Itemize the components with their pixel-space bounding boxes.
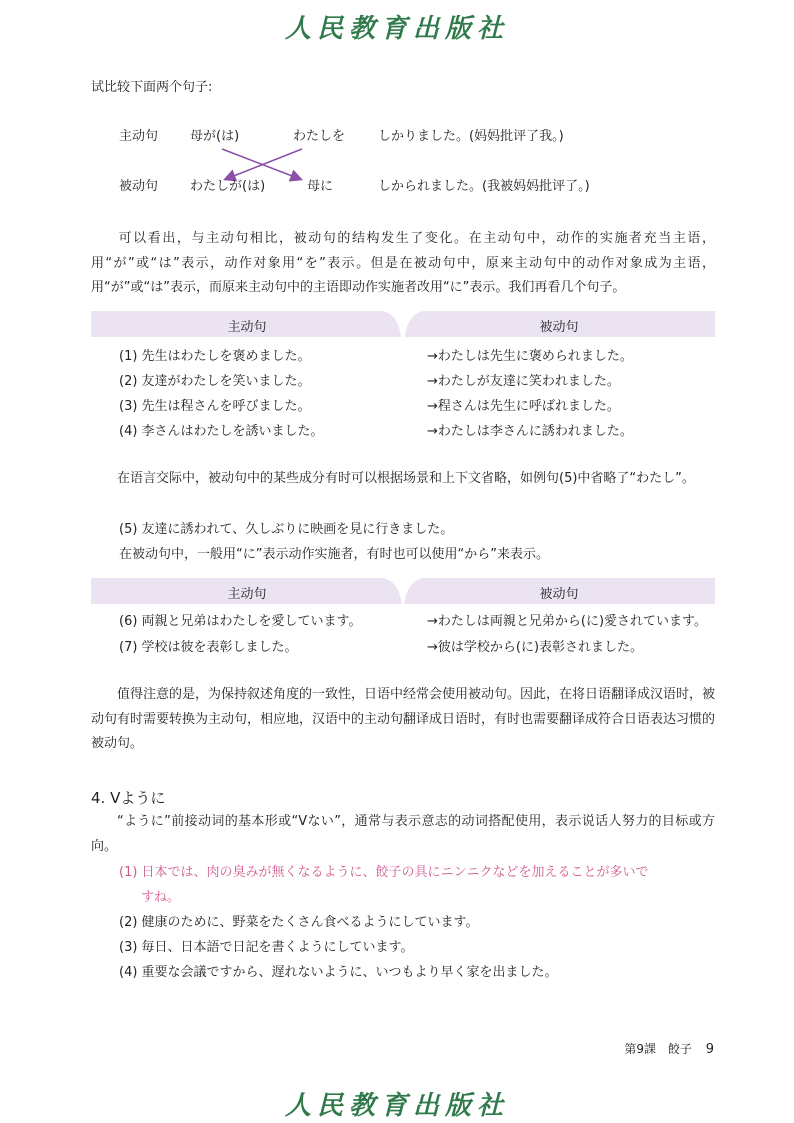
active-label: 主动句 [119,129,159,144]
table2-row1-left: (6) 両親と兄弟はわたしを愛しています。 [119,614,362,629]
table1-header [91,311,715,337]
table1-row3-right: →程さんは先生に呼ばれました。 [427,399,620,414]
page-number: 9 [705,1042,714,1057]
table2-header-active: 主动句 [227,587,267,602]
table1-row4-right: →わたしは李さんに誘われました。 [427,424,633,439]
example-1-line1: (1) 日本では、肉の臭みが無くなるように、餃子の具にニンニクなどを加えることが多いで [119,865,649,880]
publisher-logo-top: 人民教育出版社 [284,14,509,44]
footer-title: 餃子 [667,1042,692,1056]
table1-row3-left: (3) 先生は程さんを呼びました。 [119,399,311,414]
active-object: わたしを [293,129,346,144]
table1-row2-right: →わたしが友達に笑われました。 [427,374,620,389]
table2-row1-right: →わたしは両親と兄弟から(に)愛されています。 [427,614,707,629]
table1-row1-left: (1) 先生はわたしを褒めました。 [119,349,311,364]
table1-header-active: 主动句 [227,320,267,335]
example-2: (2) 健康のために、野菜をたくさん食べるようにしています。 [119,915,479,930]
paragraph-kara: 在被动句中，一般用“に”表示动作实施者，有时也可以使用“から”来表示。 [119,547,549,562]
passive-subject: わたしが(は) [190,179,266,194]
page-footer [624,1040,714,1057]
table2-header-passive: 被动句 [539,587,579,602]
table2-row2-right: →彼は学校から(に)表彰されました。 [427,640,644,655]
paragraph-omission-text: 在语言交际中，被动句中的某些成分有时可以根据场景和上下文省略，如例句(5)中省略了“わたし”。 [117,471,695,486]
example-3: (3) 毎日、日本語で日記を書くようにしています。 [119,940,414,955]
passive-verb: しかられました。(我被妈妈批评了。) [378,179,590,194]
active-verb: しかりました。(妈妈批评了我。) [378,129,564,144]
table1-header-passive: 被动句 [539,320,579,335]
example-4: (4) 重要な会議ですから、遅れないように、いつもより早く家を出ました。 [119,965,558,980]
publisher-logo-bottom: 人民教育出版社 [284,1091,509,1121]
section-4-title: 4. Vように [91,789,166,807]
arrow-object-to-subject [226,149,302,179]
example-1-line2: すね。 [141,890,181,905]
table1-row1-right: →わたしは先生に褒められました。 [427,349,633,364]
table2-header [91,578,715,604]
intro-text: 试比较下面两个句子: [91,80,213,95]
paragraph-structure-text: 可以看出，与主动句相比，被动句的结构发生了变化。在主动句中，动作的实施者充当主语，用“が”或“は”表示，动作对象用“を”表示。但是在被动句中，原来主动句中的动作对象成为主语，用“が”或“は”表示，而原来主动句中的主语即动作实施者改用“に”表示。我们再看几个句子。 [91,231,715,295]
passive-label: 被动句 [119,179,159,194]
section-4-desc [91,810,715,859]
arrow-subject-to-agent [222,149,300,179]
passive-agent: 母に [307,179,334,194]
paragraph-translation-text: 值得注意的是，为保持叙述角度的一致性，日语中经常会使用被动句。因此，在将日语翻译成汉语时，被动句有时需要转换为主动句，相应地，汉语中的主动句翻译成日语时，有时也需要翻译成符合日语表达习惯的被动句。 [91,687,716,751]
table1-row4-left: (4) 李さんはわたしを誘いました。 [119,424,324,439]
paragraph-omission [91,467,715,492]
paragraph-structure [91,227,715,301]
example-5: (5) 友達に誘われて、久しぶりに映画を見に行きました。 [119,522,454,537]
footer-lesson: 第9課 [624,1042,657,1056]
active-subject: 母が(は) [190,129,240,144]
table2-row2-left: (7) 学校は彼を表彰しました。 [119,640,298,655]
paragraph-translation [91,683,715,757]
section-4-desc-text: “ように”前接动词的基本形或“Vない”，通常与表示意志的动词搭配使用，表示说话人努力的目标或方向。 [91,814,715,854]
table1-row2-left: (2) 友達がわたしを笑いました。 [119,374,311,389]
